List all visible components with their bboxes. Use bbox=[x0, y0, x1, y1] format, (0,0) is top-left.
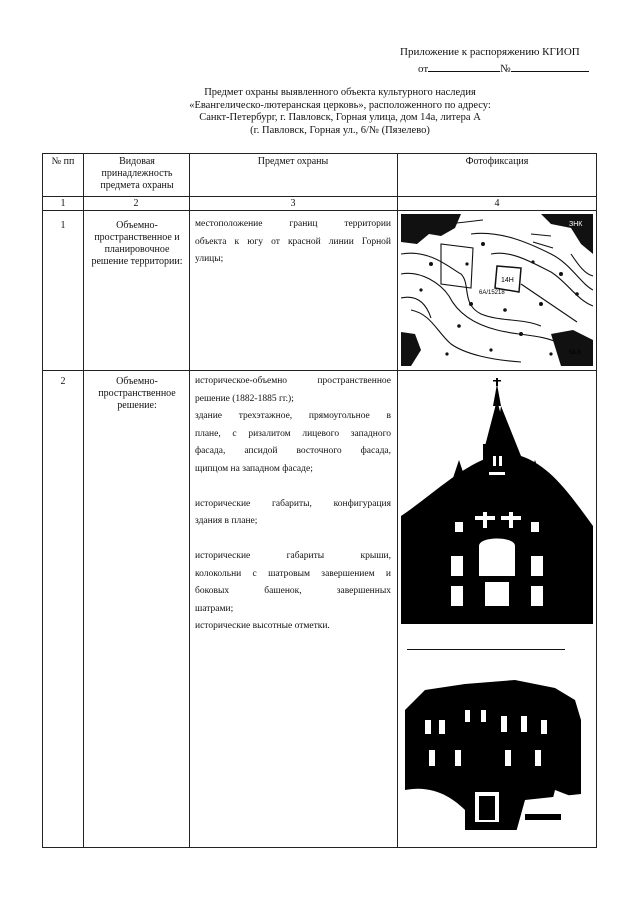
row-divider-numbers bbox=[43, 210, 596, 211]
row2-subject-line: решение (1882-1885 гг.); bbox=[195, 393, 294, 404]
row-divider-header bbox=[43, 196, 596, 197]
map-elevation-label: 58,8 bbox=[569, 350, 581, 356]
row1-subject bbox=[195, 216, 391, 269]
approval-header bbox=[400, 46, 589, 76]
row2-subject-spacer bbox=[195, 531, 391, 549]
row2-subject-line: шатрами; bbox=[195, 603, 234, 614]
header-type: Видовая принадлежность предмета охраны bbox=[100, 156, 174, 191]
number-blank bbox=[511, 61, 589, 72]
col-number-4: 4 bbox=[494, 198, 500, 209]
document-title bbox=[150, 87, 530, 137]
map-corner-label: ЗНК bbox=[569, 221, 583, 228]
col-number-2: 2 bbox=[133, 198, 139, 209]
row1-subject-line: объекта к югу от красной линии Горной bbox=[195, 236, 391, 247]
map-lot-label: 14Н bbox=[501, 277, 514, 284]
row-divider-1 bbox=[43, 370, 596, 371]
number-label: № bbox=[500, 63, 511, 75]
row2-subject-line: плане, с ризалитом лицевого западного bbox=[195, 428, 391, 439]
col-divider-1 bbox=[83, 154, 84, 847]
title-line-1: Предмет охраны выявленного объекта культурного наследия bbox=[204, 87, 476, 98]
title-line-4: (г. Павловск, Горная ул., 6/№ (Пязелево) bbox=[250, 124, 430, 136]
topographic-map-image bbox=[401, 214, 593, 366]
row2-num: 2 bbox=[60, 376, 66, 387]
row2-subject-line: колокольни с шатровым завершением и bbox=[195, 568, 391, 579]
row2-subject-line: исторические габариты, конфигурация bbox=[195, 498, 391, 509]
title-line-3: Санкт-Петербург, г. Павловск, Горная улица, дом 14а, литера А bbox=[199, 112, 481, 123]
row2-subject-line: здание трехэтажное, прямоугольное в bbox=[195, 411, 391, 421]
row1-type: Объемно-пространственное и планировочное решение территории: bbox=[91, 220, 183, 267]
row2-subject-line: щипцом на западном фасаде; bbox=[195, 463, 313, 474]
row2-type: Объемно-пространственное решение: bbox=[98, 376, 176, 411]
col-number-1: 1 bbox=[60, 198, 66, 209]
photo-separator bbox=[407, 649, 565, 650]
appendix-text: Приложение к распоряжению КГИОП bbox=[400, 46, 580, 58]
row2-subject bbox=[195, 373, 391, 636]
header-subject: Предмет охраны bbox=[257, 156, 329, 167]
church-side-photo bbox=[405, 680, 581, 836]
from-label: от bbox=[418, 63, 429, 75]
date-number-line bbox=[400, 61, 589, 76]
date-blank bbox=[428, 61, 500, 72]
church-facade-photo bbox=[401, 376, 593, 624]
row2-subject-line: историческое-объемно пространственное bbox=[195, 376, 391, 386]
protection-table bbox=[42, 153, 597, 848]
col-divider-3 bbox=[397, 154, 398, 847]
row1-subject-line: местоположение границ территории bbox=[195, 219, 391, 229]
row2-subject-line: здания в плане; bbox=[195, 516, 258, 526]
row2-subject-line: фасада, апсидой восточного фасада, bbox=[195, 446, 391, 456]
row1-num: 1 bbox=[60, 220, 66, 231]
row2-subject-spacer bbox=[195, 478, 391, 496]
map-plot-label: 6А/15218 bbox=[479, 290, 505, 296]
row1-subject-line: улицы; bbox=[195, 254, 224, 264]
header-num: № пп bbox=[51, 156, 75, 167]
row2-subject-line: исторические габариты крыши, bbox=[195, 551, 391, 561]
row2-subject-line: исторические высотные отметки. bbox=[195, 621, 330, 631]
col-number-3: 3 bbox=[290, 198, 296, 209]
header-photo: Фотофиксация bbox=[465, 156, 529, 167]
title-line-2: «Евангелическо-лютеранская церковь», расположенного по адресу: bbox=[189, 99, 491, 111]
col-divider-2 bbox=[189, 154, 190, 847]
row2-subject-line: боковых башенок, завершенных bbox=[195, 586, 391, 596]
